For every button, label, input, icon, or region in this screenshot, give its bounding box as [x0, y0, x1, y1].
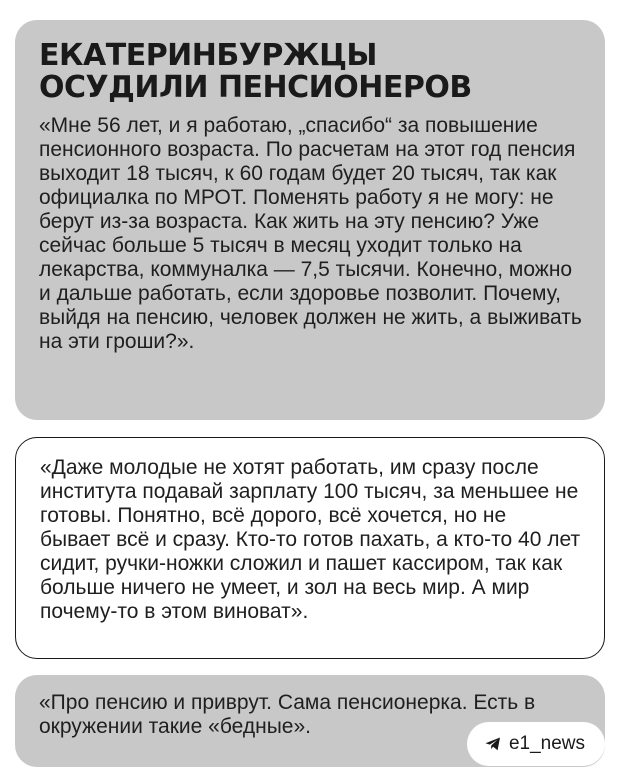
- quote-text-2: «Даже молодые не хотят работать, им сразу после института подавай зарплату 100 тысяч, за меньшее не готовы. Понятно, всё дорого, всё хочется, но не бывает всё и сразу. Кто-то готов пахать, а кто-то 40 лет сидит, ручки-ножки сложил и пашет кассиром, так как больше ничего не умеет, и зол на весь мир. А мир почему-то в этом виноват».: [40, 456, 581, 623]
- quote-text-1: «Мне 56 лет, и я работаю, „спасибо“ за повышение пенсионного возраста. По расчетам на этот год пенсия выходит 18 тысяч, к 60 годам будет 20 тысяч, так как официалка по МРОТ. Поменять работу я не могу: не берут из-за возраста. Как жить на эту пенсию? Уже сейчас больше 5 тысяч в месяц уходит только на лекарства, коммуналка — 7,5 тысячи. Конечно, можно и дальше работать, если здоровье позволит. Почему, выйдя на пенсию, человек должен не жить, а выживать на эти гроши?».: [39, 114, 582, 353]
- source-handle: e1_news: [508, 733, 585, 754]
- quote-card-2: [15, 437, 605, 659]
- quote-text-3: «Про пенсию и приврут. Сама пенсионерка. Есть в окружении такие «бедные».: [39, 691, 536, 738]
- telegram-icon: [485, 737, 501, 751]
- source-badge[interactable]: [467, 722, 605, 766]
- quote-card-1: [15, 20, 605, 420]
- headline: ЕКАТЕРИНБУРЖЦЫ ОСУДИЛИ ПЕНСИОНЕРОВ: [39, 38, 472, 105]
